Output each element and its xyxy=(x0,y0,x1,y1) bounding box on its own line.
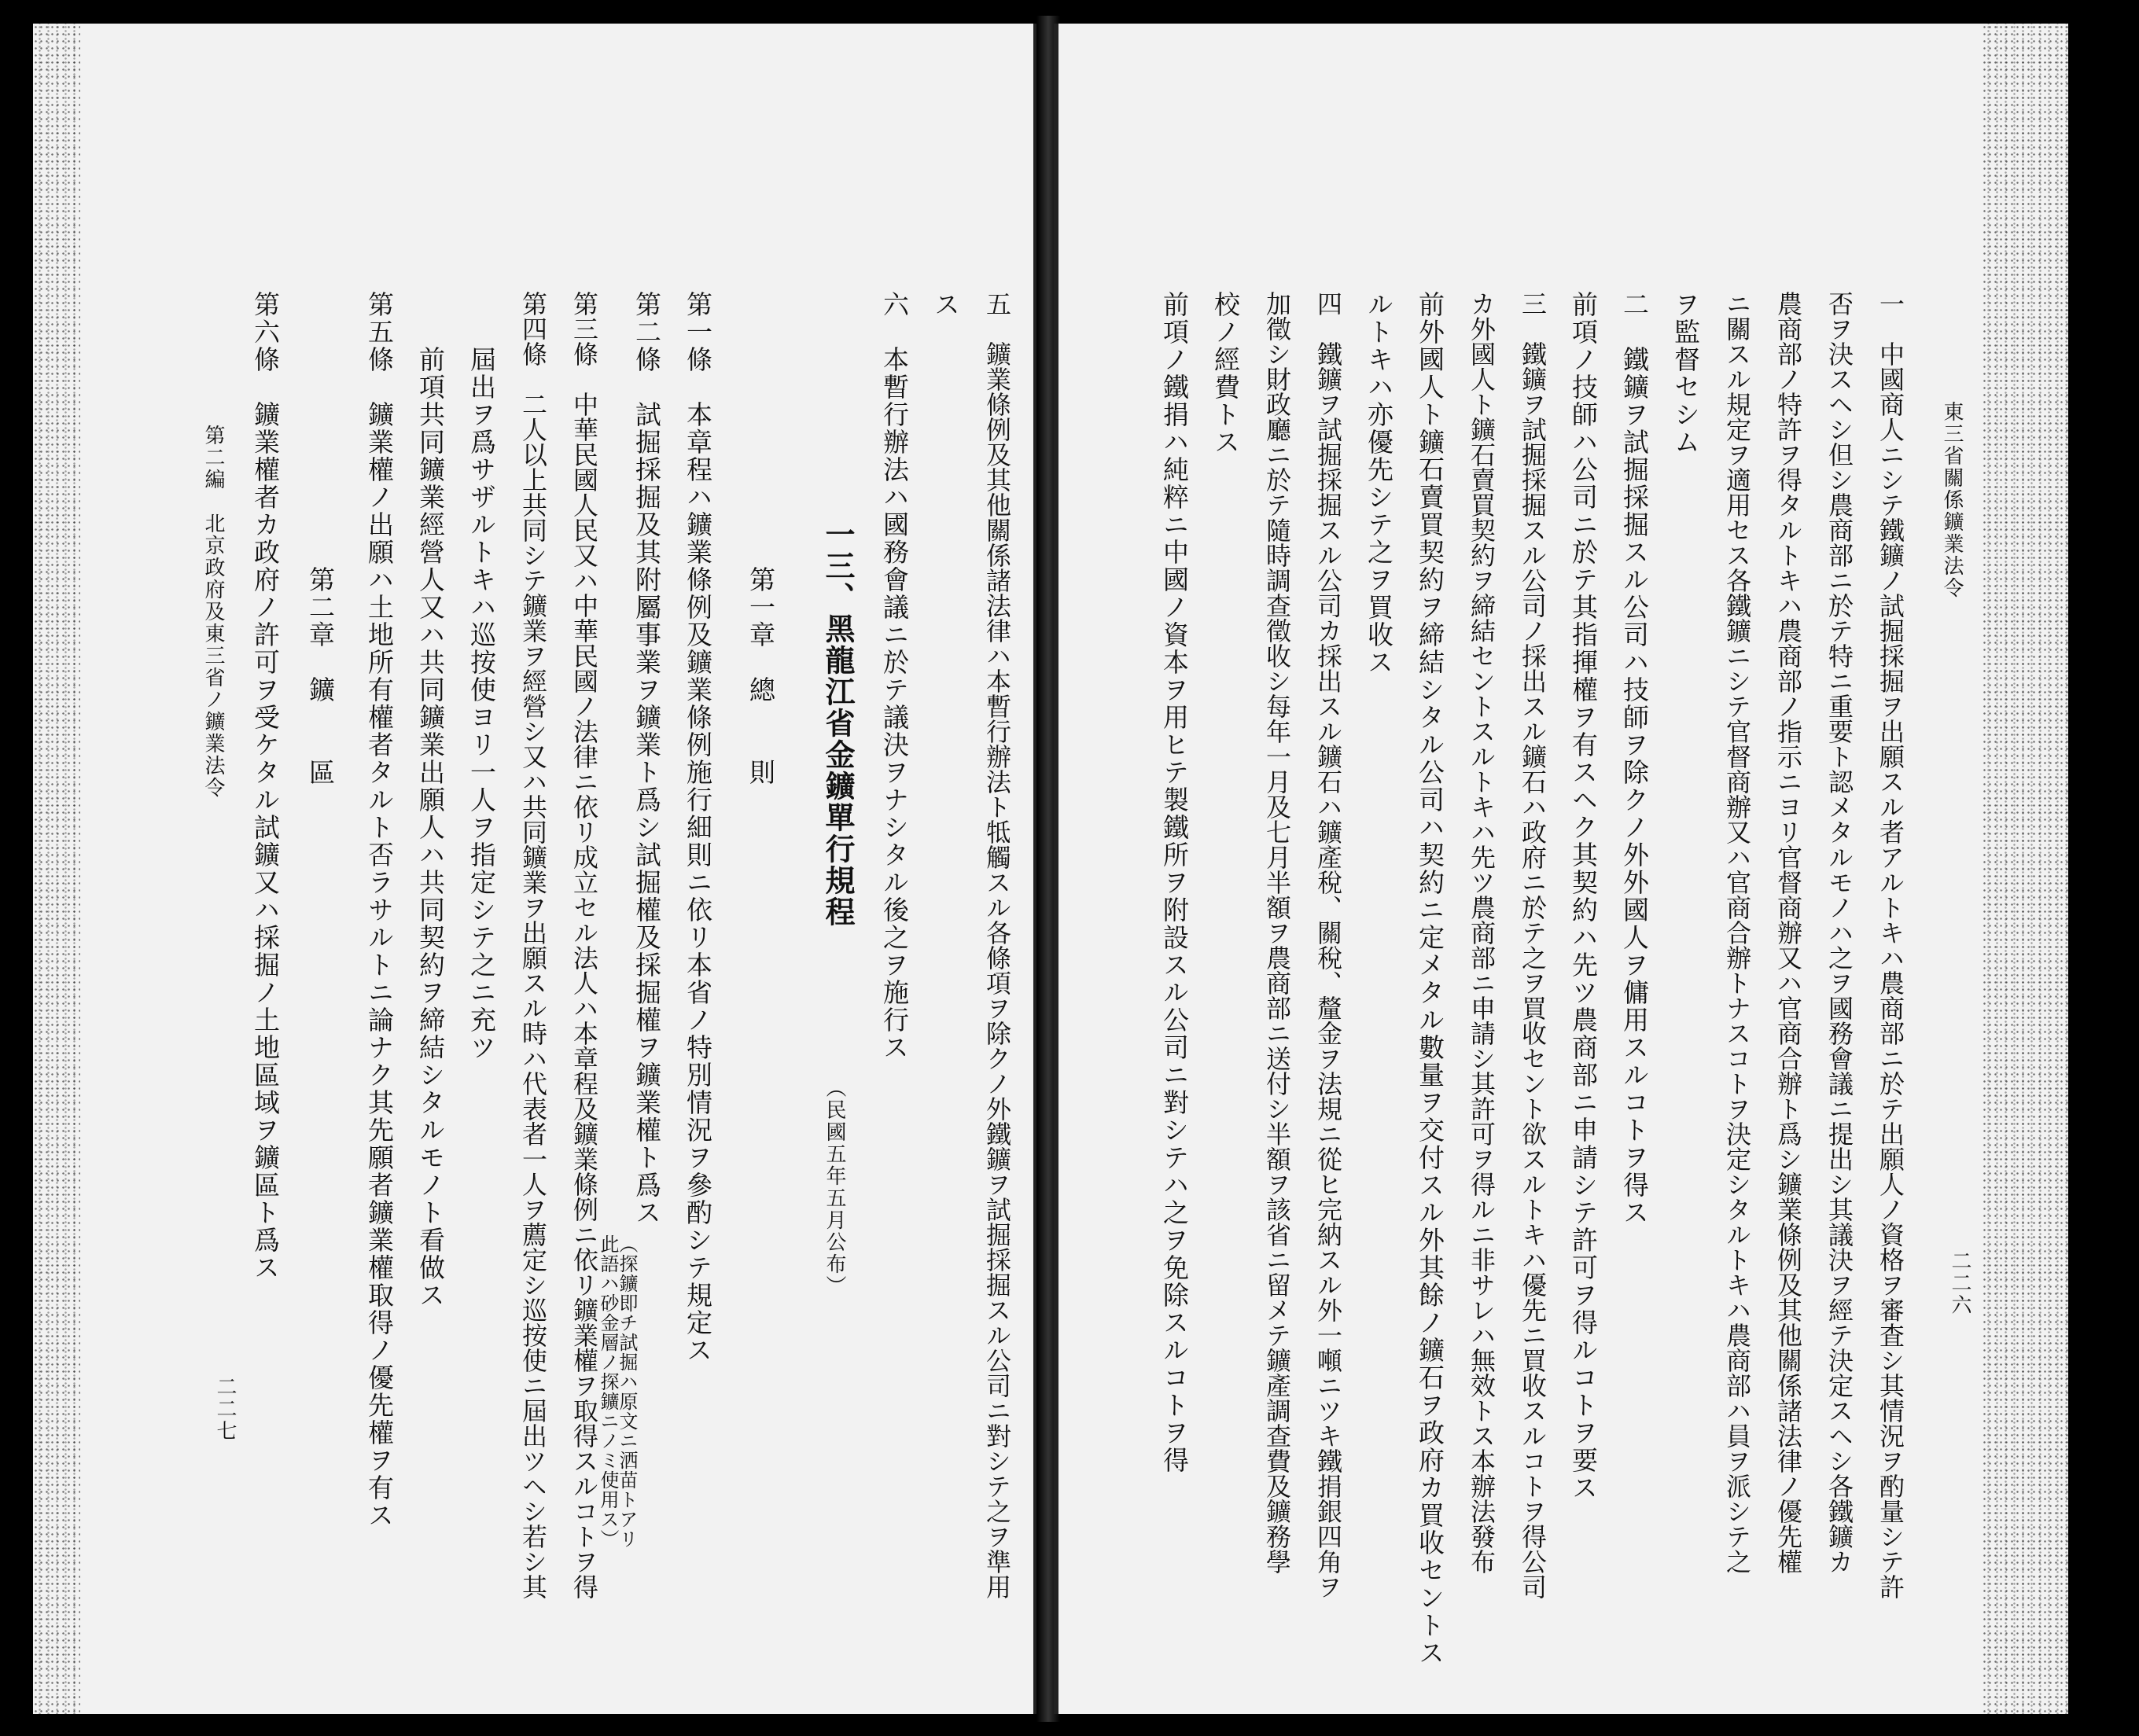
left-line-item5-cont: ス xyxy=(930,291,961,318)
right-line-1: 一 中國商人ニシテ鐵鑛ノ試掘採掘ヲ出願スル者アルトキハ農商部ニ於テ出願人ノ資格ヲ審査シ其情況ヲ酌量シテ許 xyxy=(1876,291,1905,1599)
article-1: 第一條 本章程ハ鑛業條例及鑛業條例施行細則ニ依リ本省ノ特別情況ヲ參酌シテ規定ス xyxy=(683,291,713,1364)
article-3: 第三條 中華民國人民又ハ中華民國ノ法律ニ依リ成立セル法人ハ本章程及鑛業條例ニ依リ鑛業權ヲ取得スルコトヲ得 xyxy=(569,291,599,1599)
right-line-9: カ外國人ト鑛石賣買契約ヲ締結セントスルトキハ先ツ農商部ニ申請シ其許可ヲ得ルニ非サレハ無效トス本辦法發布 xyxy=(1467,291,1497,1574)
left-page-number: 二二七 xyxy=(213,1376,237,1442)
right-line-15: 前項ノ鐵捐ハ純粹ニ中國ノ資本ヲ用ヒテ製鐵所ヲ附設スル公司ニ對シテハ之ヲ免除スルコトヲ得 xyxy=(1159,291,1190,1474)
article-4: 第四條 二人以上共同シテ鑛業ヲ經營シ又ハ共同鑛業ヲ出願スル時ハ代表者一人ヲ薦定シ巡按使ニ屆出ツヘシ若シ其 xyxy=(518,291,548,1599)
right-line-11: ルトキハ亦優先シテ之ヲ買收ス xyxy=(1364,291,1394,676)
right-line-10: 前外國人ト鑛石賣買契約ヲ締結シタル公司ハ契約ニ定メタル數量ヲ交付スル外其餘ノ鑛石ヲ政府カ買收セントス xyxy=(1415,291,1445,1667)
right-line-4: ニ關スル規定ヲ適用セス各鐵鑛ニシテ官督商辦又ハ官商合辦トナスコトヲ決定シタルトキハ農商部ハ員ヲ派シテ之 xyxy=(1722,291,1752,1574)
article-6: 第六條 鑛業權者カ政府ノ許可ヲ受ケタル試鑛又ハ採掘ノ土地區域ヲ鑛區ト爲ス xyxy=(250,291,281,1282)
chapter-1-heading: 第一章 總 則 xyxy=(746,566,776,786)
article-2-note: （探鑛即チ試掘ハ原文ニ洒苗トアリ此語ハ砂金層ノ探鑛ニノミ使用ス） xyxy=(597,1234,638,1549)
article-4-cont: 屆出ヲ爲サザルトキハ巡按使ヨリ一人ヲ指定シテ之ニ充ツ xyxy=(466,291,497,1061)
section-title: 一三、黑龍江省金鑛單行規程 xyxy=(820,519,856,928)
article-2: 第二條 試掘採掘及其附屬事業ヲ鑛業ト爲シ試掘權及採掘權ヲ鑛業權ト爲ス xyxy=(631,291,662,1227)
running-header: 東三省關係鑛業法令 xyxy=(1940,401,1964,599)
right-page-number: 二二六 xyxy=(1948,1250,1971,1316)
article-5: 第五條 鑛業權ノ出願ハ土地所有權者タルト否ラサルトニ論ナク其先願者鑛業權取得ノ優先權ヲ有ス xyxy=(364,291,395,1529)
right-line-2: 否ヲ決スヘシ但シ農商部ニ於テ特ニ重要ト認メタルモノハ之ヲ國務會議ニ提出シ其議決ヲ經テ決定スヘシ各鐵鑛カ xyxy=(1824,291,1854,1574)
article-4-para2: 前項共同鑛業經營人又ハ共同鑛業出願人ハ共同契約ヲ締結シタルモノト看做ス xyxy=(415,291,446,1309)
right-line-13: 加徵シ財政廳ニ於テ隨時調查徵收シ每年一月及七月半額ヲ農商部ニ送付シ半額ヲ該省ニ留メテ鑛產調查費及鑛務學 xyxy=(1262,291,1292,1574)
left-line-item5: 五 鑛業條例及其他關係諸法律ハ本暫行辦法ト牴觸スル各條項ヲ除クノ外鐵鑛ヲ試掘採掘スル公司ニ對シテ之ヲ準用 xyxy=(982,291,1012,1599)
promulgation-date: （民國五年五月公布） xyxy=(823,1077,846,1297)
right-line-7: 前項ノ技師ハ公司ニ於テ其指揮權ヲ有スヘク其契約ハ先ツ農商部ニ申請シテ許可ヲ得ルコトヲ要ス xyxy=(1568,291,1599,1502)
right-line-8: 三 鐵鑛ヲ試掘採掘スル公司ノ採出スル鑛石ハ政府ニ於テ之ヲ買收セント欲スルトキハ優先ニ買收スルコトヲ得公司 xyxy=(1518,291,1548,1599)
right-line-14: 校ノ經費トス xyxy=(1210,291,1241,456)
left-line-item6: 六 本暫行辦法ハ國務會議ニ於テ議決ヲナシタル後之ヲ施行ス xyxy=(879,291,910,1061)
left-footer: 第二編 北京政府及東三省ノ鑛業法令 xyxy=(201,425,225,799)
right-page xyxy=(1054,24,2068,1714)
chapter-2-heading: 第二章 鑛 區 xyxy=(305,566,336,786)
left-page xyxy=(33,24,1038,1714)
right-line-3: 農商部ノ特許ヲ得タルトキハ農商部ノ指示ニヨリ官督商辦又ハ官商合辦ト爲シ鑛業條例及其他關係諸法律ノ優先權 xyxy=(1773,291,1803,1574)
right-line-12: 四 鐵鑛ヲ試掘採掘スル公司カ採出スル鑛石ハ鑛產稅、關稅、釐金ヲ法規ニ從ヒ完納スル外一噸ニツキ鐵捐銀四角ヲ xyxy=(1313,291,1343,1599)
right-line-6: 二 鐵鑛ヲ試掘採掘スル公司ハ技師ヲ除クノ外外國人ヲ傭用スルコトヲ得ス xyxy=(1619,291,1650,1227)
right-line-5: ヲ監督セシム xyxy=(1670,291,1701,456)
